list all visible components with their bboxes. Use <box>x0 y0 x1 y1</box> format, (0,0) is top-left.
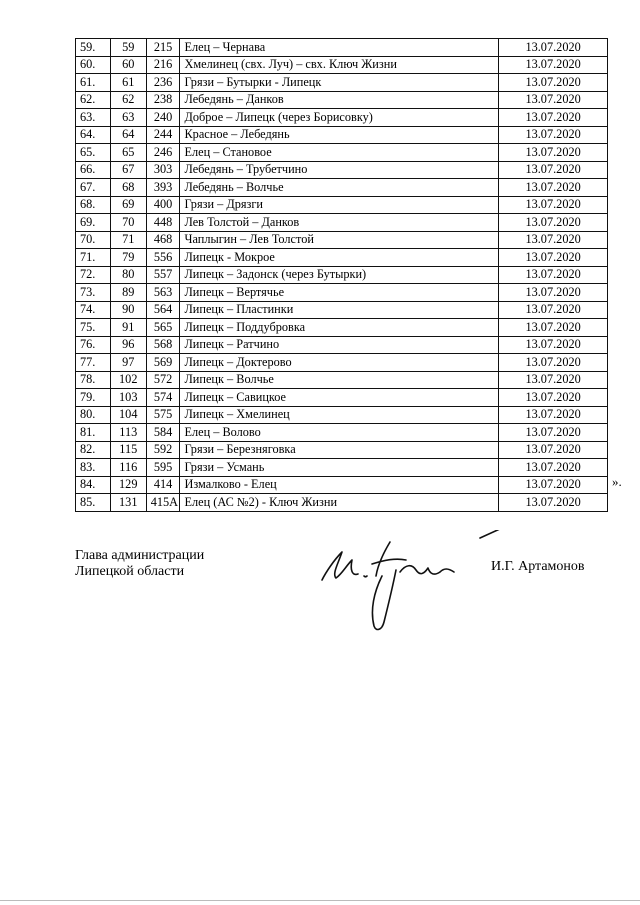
table-row <box>76 441 608 459</box>
date-cell: 13.07.2020 <box>499 91 608 109</box>
row-number-cell: 83. <box>76 459 111 477</box>
route-number-cell: 60 <box>110 56 146 74</box>
row-number-cell: 75. <box>76 319 111 337</box>
table-row <box>76 301 608 319</box>
date-cell: 13.07.2020 <box>499 214 608 232</box>
route-name-cell: Липецк – Хмелинец <box>180 406 499 424</box>
registry-number-cell: 215 <box>146 39 180 57</box>
table-row <box>76 476 608 494</box>
date-cell: 13.07.2020 <box>499 284 608 302</box>
registry-number-cell: 568 <box>146 336 180 354</box>
handwritten-signature <box>312 530 512 640</box>
registry-number-cell: 574 <box>146 389 180 407</box>
table-row <box>76 109 608 127</box>
route-number-cell: 79 <box>110 249 146 267</box>
row-number-cell: 76. <box>76 336 111 354</box>
route-name-cell: Хмелинец (свх. Луч) – свх. Ключ Жизни <box>180 56 499 74</box>
date-cell: 13.07.2020 <box>499 389 608 407</box>
route-number-cell: 61 <box>110 74 146 92</box>
route-name-cell: Лебедянь – Данков <box>180 91 499 109</box>
route-name-cell: Измалково - Елец <box>180 476 499 494</box>
table-row <box>76 91 608 109</box>
route-number-cell: 71 <box>110 231 146 249</box>
row-number-cell: 85. <box>76 494 111 512</box>
row-number-cell: 72. <box>76 266 111 284</box>
registry-number-cell: 414 <box>146 476 180 494</box>
signatory-name: И.Г. Артамонов <box>491 559 585 574</box>
route-name-cell: Лебедянь – Трубетчино <box>180 161 499 179</box>
registry-number-cell: 244 <box>146 126 180 144</box>
route-name-cell: Липецк – Волчье <box>180 371 499 389</box>
table-row <box>76 179 608 197</box>
row-number-cell: 77. <box>76 354 111 372</box>
table-row <box>76 144 608 162</box>
date-cell: 13.07.2020 <box>499 161 608 179</box>
row-number-cell: 59. <box>76 39 111 57</box>
route-name-cell: Грязи – Бутырки - Липецк <box>180 74 499 92</box>
table-row <box>76 161 608 179</box>
row-number-cell: 71. <box>76 249 111 267</box>
route-number-cell: 104 <box>110 406 146 424</box>
registry-number-cell: 595 <box>146 459 180 477</box>
registry-number-cell: 303 <box>146 161 180 179</box>
row-number-cell: 69. <box>76 214 111 232</box>
table-row <box>76 249 608 267</box>
page-bottom-rule <box>0 900 640 901</box>
row-number-cell: 64. <box>76 126 111 144</box>
route-name-cell: Елец – Чернава <box>180 39 499 57</box>
registry-number-cell: 565 <box>146 319 180 337</box>
registry-number-cell: 240 <box>146 109 180 127</box>
date-cell: 13.07.2020 <box>499 336 608 354</box>
row-number-cell: 70. <box>76 231 111 249</box>
date-cell: 13.07.2020 <box>499 354 608 372</box>
signatory-title-line-1: Глава администрации <box>75 548 205 563</box>
row-number-cell: 60. <box>76 56 111 74</box>
route-number-cell: 70 <box>110 214 146 232</box>
date-cell: 13.07.2020 <box>499 301 608 319</box>
route-name-cell: Липецк - Мокрое <box>180 249 499 267</box>
row-number-cell: 82. <box>76 441 111 459</box>
table-row <box>76 266 608 284</box>
row-number-cell: 65. <box>76 144 111 162</box>
row-number-cell: 63. <box>76 109 111 127</box>
route-name-cell: Липецк – Ратчино <box>180 336 499 354</box>
route-number-cell: 91 <box>110 319 146 337</box>
route-name-cell: Лебедянь – Волчье <box>180 179 499 197</box>
closing-quote-mark: ». <box>612 474 622 489</box>
row-number-cell: 81. <box>76 424 111 442</box>
table-row <box>76 39 608 57</box>
route-name-cell: Липецк – Доктерово <box>180 354 499 372</box>
registry-number-cell: 575 <box>146 406 180 424</box>
route-number-cell: 129 <box>110 476 146 494</box>
row-number-cell: 84. <box>76 476 111 494</box>
table-row <box>76 459 608 477</box>
route-name-cell: Липецк – Вертячье <box>180 284 499 302</box>
row-number-cell: 61. <box>76 74 111 92</box>
signatory-title-line-2: Липецкой области <box>75 564 185 579</box>
route-name-cell: Чаплыгин – Лев Толстой <box>180 231 499 249</box>
route-number-cell: 113 <box>110 424 146 442</box>
date-cell: 13.07.2020 <box>499 441 608 459</box>
date-cell: 13.07.2020 <box>499 231 608 249</box>
date-cell: 13.07.2020 <box>499 144 608 162</box>
table-row <box>76 231 608 249</box>
row-number-cell: 67. <box>76 179 111 197</box>
registry-number-cell: 393 <box>146 179 180 197</box>
route-name-cell: Грязи – Березняговка <box>180 441 499 459</box>
row-number-cell: 78. <box>76 371 111 389</box>
registry-number-cell: 569 <box>146 354 180 372</box>
route-name-cell: Елец (АС №2) - Ключ Жизни <box>180 494 499 512</box>
route-name-cell: Липецк – Задонск (через Бутырки) <box>180 266 499 284</box>
date-cell: 13.07.2020 <box>499 249 608 267</box>
date-cell: 13.07.2020 <box>499 126 608 144</box>
registry-number-cell: 236 <box>146 74 180 92</box>
registry-number-cell: 415А <box>146 494 180 512</box>
row-number-cell: 79. <box>76 389 111 407</box>
route-number-cell: 67 <box>110 161 146 179</box>
route-name-cell: Елец – Становое <box>180 144 499 162</box>
routes-table-body <box>76 39 608 512</box>
route-number-cell: 62 <box>110 91 146 109</box>
route-number-cell: 68 <box>110 179 146 197</box>
date-cell: 13.07.2020 <box>499 476 608 494</box>
row-number-cell: 74. <box>76 301 111 319</box>
date-cell: 13.07.2020 <box>499 319 608 337</box>
date-cell: 13.07.2020 <box>499 109 608 127</box>
table-row <box>76 56 608 74</box>
registry-number-cell: 238 <box>146 91 180 109</box>
table-row <box>76 284 608 302</box>
date-cell: 13.07.2020 <box>499 494 608 512</box>
registry-number-cell: 563 <box>146 284 180 302</box>
route-number-cell: 96 <box>110 336 146 354</box>
route-name-cell: Липецк – Поддубровка <box>180 319 499 337</box>
table-row <box>76 74 608 92</box>
route-number-cell: 69 <box>110 196 146 214</box>
registry-number-cell: 584 <box>146 424 180 442</box>
route-name-cell: Доброе – Липецк (через Борисовку) <box>180 109 499 127</box>
row-number-cell: 62. <box>76 91 111 109</box>
route-number-cell: 131 <box>110 494 146 512</box>
table-row <box>76 424 608 442</box>
route-name-cell: Лев Толстой – Данков <box>180 214 499 232</box>
date-cell: 13.07.2020 <box>499 406 608 424</box>
date-cell: 13.07.2020 <box>499 56 608 74</box>
route-name-cell: Грязи – Усмань <box>180 459 499 477</box>
registry-number-cell: 556 <box>146 249 180 267</box>
row-number-cell: 68. <box>76 196 111 214</box>
table-row <box>76 319 608 337</box>
route-number-cell: 97 <box>110 354 146 372</box>
route-number-cell: 115 <box>110 441 146 459</box>
route-name-cell: Липецк – Савицкое <box>180 389 499 407</box>
route-number-cell: 59 <box>110 39 146 57</box>
date-cell: 13.07.2020 <box>499 371 608 389</box>
registry-number-cell: 448 <box>146 214 180 232</box>
registry-number-cell: 216 <box>146 56 180 74</box>
route-number-cell: 102 <box>110 371 146 389</box>
date-cell: 13.07.2020 <box>499 196 608 214</box>
route-number-cell: 64 <box>110 126 146 144</box>
table-row <box>76 371 608 389</box>
row-number-cell: 80. <box>76 406 111 424</box>
route-number-cell: 89 <box>110 284 146 302</box>
route-name-cell: Липецк – Пластинки <box>180 301 499 319</box>
date-cell: 13.07.2020 <box>499 459 608 477</box>
table-row <box>76 389 608 407</box>
route-number-cell: 63 <box>110 109 146 127</box>
table-row <box>76 336 608 354</box>
registry-number-cell: 400 <box>146 196 180 214</box>
table-row <box>76 494 608 512</box>
route-number-cell: 90 <box>110 301 146 319</box>
route-number-cell: 116 <box>110 459 146 477</box>
registry-number-cell: 557 <box>146 266 180 284</box>
date-cell: 13.07.2020 <box>499 179 608 197</box>
route-name-cell: Елец – Волово <box>180 424 499 442</box>
date-cell: 13.07.2020 <box>499 74 608 92</box>
route-name-cell: Красное – Лебедянь <box>180 126 499 144</box>
registry-number-cell: 564 <box>146 301 180 319</box>
table-row <box>76 126 608 144</box>
date-cell: 13.07.2020 <box>499 266 608 284</box>
registry-number-cell: 468 <box>146 231 180 249</box>
routes-table <box>75 38 608 512</box>
table-row <box>76 354 608 372</box>
table-row <box>76 214 608 232</box>
route-number-cell: 65 <box>110 144 146 162</box>
date-cell: 13.07.2020 <box>499 424 608 442</box>
row-number-cell: 73. <box>76 284 111 302</box>
date-cell: 13.07.2020 <box>499 39 608 57</box>
registry-number-cell: 592 <box>146 441 180 459</box>
signatory-title <box>75 548 204 580</box>
registry-number-cell: 572 <box>146 371 180 389</box>
route-name-cell: Грязи – Дрязги <box>180 196 499 214</box>
table-row <box>76 196 608 214</box>
registry-number-cell: 246 <box>146 144 180 162</box>
route-number-cell: 103 <box>110 389 146 407</box>
table-row <box>76 406 608 424</box>
route-number-cell: 80 <box>110 266 146 284</box>
row-number-cell: 66. <box>76 161 111 179</box>
